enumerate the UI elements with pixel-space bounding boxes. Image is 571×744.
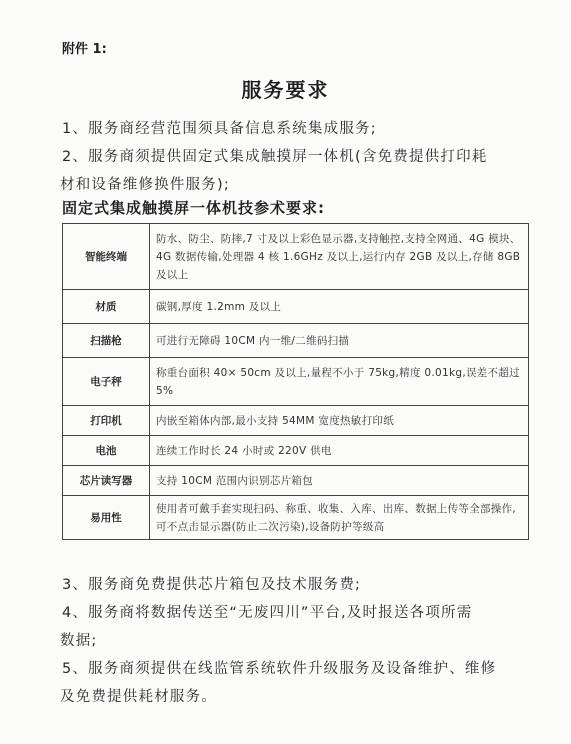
spec-value: 碳钢,厚度 1.2mm 及以上: [150, 290, 529, 324]
spec-key: 扫描枪: [63, 324, 150, 358]
requirement-3-text: 3、服务商免费提供芯片箱包及技术服务费;: [62, 577, 362, 593]
spec-heading: 固定式集成触摸屏一体机技参术要求:: [62, 199, 326, 217]
spec-value: 支持 10CM 范围内识别芯片箱包: [150, 466, 529, 496]
requirement-2-text: 2、服务商须提供固定式集成触摸屏一体机(含免费提供打印耗: [62, 149, 488, 165]
table-row: [63, 224, 529, 290]
requirement-1-text: 1、服务商经营范围须具备信息系统集成服务;: [62, 121, 377, 137]
requirement-2-continuation: 材和设备维修换件服务);: [60, 177, 230, 193]
spec-key: 易用性: [63, 496, 150, 540]
spec-key: 电池: [63, 436, 150, 466]
spec-value: 连续工作时长 24 小时或 220V 供电: [150, 436, 529, 466]
spec-key: 材质: [63, 290, 150, 324]
requirement-4: [62, 599, 532, 655]
table-row: [63, 466, 529, 496]
requirement-5-continuation: 及免费提供耗材服务。: [60, 689, 217, 705]
requirement-2: [62, 143, 532, 199]
requirement-1: [62, 115, 532, 143]
spec-key: 芯片读写器: [63, 466, 150, 496]
page-title: 服务要求: [241, 78, 330, 102]
table-row: [63, 290, 529, 324]
spec-value: 防水、防尘、防摔,7 寸及以上彩色显示器,支持触控,支持全网通、4G 模块、4G 数据传输,处理器 4 核 1.6GHz 及以上,运行内存 2GB 及以上,存储 8GB 及以上: [150, 224, 529, 290]
spec-value: 使用者可戴手套实现扫码、称重、收集、入库、出库、数据上传等全部操作,可不点击显示器(防止二次污染),设备防护等级高: [150, 496, 529, 540]
table-row: [63, 406, 529, 436]
table-row: [63, 496, 529, 540]
spec-key: 电子秤: [63, 358, 150, 406]
requirement-4-continuation: 数据;: [60, 633, 98, 649]
spec-value: 称重台面积 40× 50cm 及以上,量程不小于 75kg,精度 0.01kg,误差不超过 5%: [150, 358, 529, 406]
table-row: [63, 324, 529, 358]
requirement-5: [62, 655, 532, 711]
spec-value: 内嵌至箱体内部,最小支持 54MM 宽度热敏打印纸: [150, 406, 529, 436]
requirement-5-text: 5、服务商须提供在线监管系统软件升级服务及设备维护、维修: [62, 661, 497, 677]
requirement-3: [62, 571, 532, 599]
spec-key: 智能终端: [63, 224, 150, 290]
spec-table: [62, 223, 529, 540]
attachment-label: 附件 1:: [62, 42, 107, 57]
spec-key: 打印机: [63, 406, 150, 436]
spec-value: 可进行无障碍 10CM 内一维/二维码扫描: [150, 324, 529, 358]
table-row: [63, 358, 529, 406]
requirement-4-text: 4、服务商将数据传送至“无废四川”平台,及时报送各项所需: [62, 605, 473, 621]
table-row: [63, 436, 529, 466]
